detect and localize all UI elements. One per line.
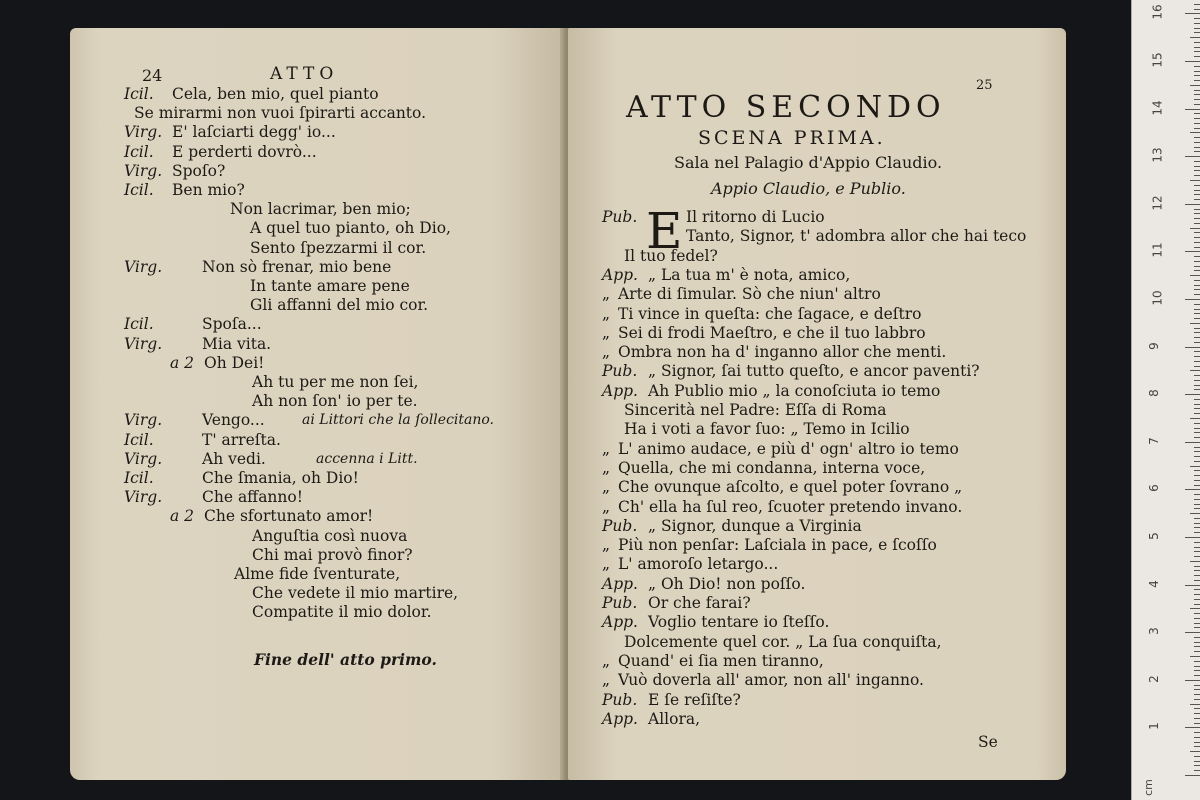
- dialogue-line: Or che farai?: [648, 594, 751, 612]
- ruler-tick: [1194, 761, 1200, 762]
- speaker-label: „: [602, 343, 611, 362]
- ruler-tick: [1194, 47, 1200, 48]
- ruler-tick: [1194, 618, 1200, 619]
- dialogue-line: Ah vedi.: [202, 449, 266, 468]
- speaker-label: Pub.: [602, 208, 638, 226]
- dialogue-line: Più non penſar: Laſciala in pace, e ſcoſſo: [618, 536, 937, 555]
- ruler-tick: [1185, 61, 1200, 62]
- ruler-tick: [1194, 723, 1200, 724]
- ruler-tick: [1194, 185, 1200, 186]
- ruler-tick: [1194, 175, 1200, 176]
- ruler-tick: [1194, 765, 1200, 766]
- ruler-tick: [1194, 356, 1200, 357]
- speaker-label: a 2: [170, 353, 195, 372]
- dialogue-line: Arte di ſimular. Sò che niun' altro: [618, 285, 881, 304]
- speaker-label: „: [602, 497, 611, 516]
- dialogue-line: Che ovunque aſcolto, e quel poter ſovrano „: [618, 478, 963, 497]
- ruler-tick: [1194, 337, 1200, 338]
- ruler-tick: [1185, 13, 1200, 14]
- ruler-tick: [1194, 289, 1200, 290]
- ruler-tick: [1194, 404, 1200, 405]
- ruler-tick: [1194, 56, 1200, 57]
- speaker-label: App.: [602, 613, 638, 632]
- speaker-label: „: [602, 671, 611, 690]
- dialogue-line: Spoſa...: [202, 315, 262, 334]
- dialogue-line: Ah Publio mio „ la conoſciuta io temo: [648, 381, 941, 400]
- ruler-tick: [1190, 656, 1200, 657]
- ruler-tick: [1194, 518, 1200, 519]
- ruler-tick: [1185, 680, 1200, 681]
- ruler-tick: [1194, 237, 1200, 238]
- stage-direction: ai Littori che la ſollecitano.: [302, 412, 495, 429]
- dialogue-line: Chi mai provò finor?: [252, 545, 413, 564]
- ruler-tick: [1185, 775, 1200, 776]
- dialogue-line: Quella, che mi condanna, interna voce,: [618, 458, 926, 477]
- dialogue-line: Dolcemente quel cor. „ La ſua conquiſta,: [624, 632, 942, 651]
- dialogue-line: Tanto, Signor, t' adombra allor che hai teco: [686, 227, 1027, 246]
- ruler-tick: [1194, 18, 1200, 19]
- dialogue-line: Ombra non ha d' inganno allor che menti.: [618, 343, 947, 362]
- ruler-tick: [1194, 266, 1200, 267]
- speaker-label: „: [602, 555, 611, 574]
- page-number: 24: [142, 66, 163, 85]
- ruler-tick: [1185, 347, 1200, 348]
- dialogue-line: E ſe reſiſte?: [648, 690, 741, 709]
- ruler-tick: [1194, 485, 1200, 486]
- speaker-label: Pub.: [602, 362, 638, 381]
- ruler-tick: [1190, 37, 1200, 38]
- ruler-tick: [1194, 566, 1200, 567]
- ruler-tick: [1190, 132, 1200, 133]
- dialogue-line: Sei di frodi Maeſtro, e che il tuo labbro: [618, 323, 926, 342]
- ruler-tick: [1194, 313, 1200, 314]
- ruler-tick: [1194, 342, 1200, 343]
- ruler-tick: [1194, 661, 1200, 662]
- speaker-label: „: [602, 458, 611, 477]
- ruler-tick: [1194, 242, 1200, 243]
- ruler-tick: [1194, 413, 1200, 414]
- ruler-tick: [1194, 94, 1200, 95]
- speaker-label: Pub.: [602, 594, 638, 612]
- ruler-tick: [1194, 599, 1200, 600]
- dialogue-line: E perderti dovrò...: [172, 142, 317, 161]
- dialogue-line: Sincerità nel Padre: Eſſa di Roma: [624, 401, 887, 419]
- ruler-tick: [1194, 713, 1200, 714]
- ruler-tick: [1194, 666, 1200, 667]
- speaker-label: Icil.: [124, 142, 154, 161]
- ruler-tick: [1194, 580, 1200, 581]
- speaker-label: Pub.: [602, 690, 638, 709]
- speaker-label: Icil.: [124, 181, 154, 199]
- ruler-tick: [1194, 589, 1200, 590]
- ruler-number: 5: [1146, 532, 1161, 540]
- ruler-number: 6: [1146, 484, 1161, 493]
- ruler-tick: [1194, 646, 1200, 647]
- ruler-tick: [1194, 570, 1200, 571]
- ruler-tick: [1194, 137, 1200, 138]
- ruler-tick: [1190, 608, 1200, 609]
- dialogue-line: Ben mio?: [172, 181, 245, 199]
- speaker-label: Virg.: [124, 449, 163, 468]
- ruler-tick: [1194, 118, 1200, 119]
- ruler-tick: [1194, 375, 1200, 376]
- speaker-label: „: [602, 304, 611, 323]
- dialogue-line: T' arreſta.: [202, 430, 281, 449]
- speaker-label: „: [602, 439, 611, 458]
- ruler-tick: [1194, 399, 1200, 400]
- ruler-tick: [1194, 642, 1200, 643]
- ruler-tick: [1194, 594, 1200, 595]
- speaker-label: App.: [602, 265, 638, 284]
- drop-cap: E: [646, 202, 683, 260]
- dialogue-line: L' amoroſo letargo...: [618, 555, 779, 574]
- ruler-tick: [1194, 90, 1200, 91]
- catchword: Se: [978, 733, 998, 751]
- ruler-tick: [1194, 575, 1200, 576]
- ruler-tick: [1194, 732, 1200, 733]
- ruler-tick: [1194, 527, 1200, 528]
- ruler-tick: [1185, 489, 1200, 490]
- ruler-tick: [1194, 147, 1200, 148]
- speaker-label: App.: [602, 381, 638, 400]
- ruler-number: 14: [1150, 99, 1165, 116]
- ruler-tick: [1190, 370, 1200, 371]
- ruler-tick: [1194, 28, 1200, 29]
- ruler-tick: [1194, 494, 1200, 495]
- ruler-number: 8: [1146, 389, 1161, 398]
- ruler-tick: [1185, 585, 1200, 586]
- ruler-tick: [1194, 332, 1200, 333]
- ruler-tick: [1194, 142, 1200, 143]
- dialogue-line: Voglio tentare io ſteſſo.: [648, 613, 830, 632]
- ruler-tick: [1194, 613, 1200, 614]
- act-title: ATTO SECONDO: [626, 90, 946, 125]
- speaker-label: „: [602, 285, 611, 304]
- ruler-tick: [1194, 627, 1200, 628]
- speaker-label: App.: [602, 574, 638, 593]
- ruler-number: 4: [1146, 579, 1161, 588]
- ruler-tick: [1185, 727, 1200, 728]
- ruler-tick: [1185, 442, 1200, 443]
- ruler-tick: [1194, 737, 1200, 738]
- dialogue-line: L' animo audace, e più d' ogn' altro io temo: [618, 439, 959, 458]
- ruler-number: 13: [1150, 147, 1165, 163]
- ruler-tick: [1194, 547, 1200, 548]
- ruler-tick: [1190, 466, 1200, 467]
- ruler-number: 11: [1150, 242, 1165, 259]
- speaker-label: „: [602, 478, 611, 497]
- speaker-label: Icil.: [124, 430, 154, 449]
- ruler-tick: [1194, 309, 1200, 310]
- ruler-tick: [1190, 513, 1200, 514]
- dialogue-line: Quand' ei ſia men tiranno,: [618, 651, 824, 670]
- ruler-tick: [1194, 508, 1200, 509]
- dialogue-line: Non lacrimar, ben mio;: [230, 200, 411, 219]
- ruler-tick: [1194, 685, 1200, 686]
- speaker-label: „: [602, 651, 611, 670]
- ruler-tick: [1194, 256, 1200, 257]
- ruler-tick: [1194, 475, 1200, 476]
- ruler-number: 1: [1146, 722, 1161, 731]
- ruler-tick: [1194, 209, 1200, 210]
- ruler-tick: [1185, 299, 1200, 300]
- ruler-unit: cm: [1141, 779, 1155, 796]
- ruler-tick: [1194, 437, 1200, 438]
- ruler-number: 9: [1146, 341, 1161, 350]
- ruler-tick: [1194, 532, 1200, 533]
- ruler-tick: [1194, 689, 1200, 690]
- ruler-tick: [1190, 561, 1200, 562]
- ruler-tick: [1194, 51, 1200, 52]
- dialogue-line: Il ritorno di Lucio: [686, 208, 825, 226]
- ruler-tick: [1194, 261, 1200, 262]
- scene-heading: SCENA PRIMA.: [698, 127, 886, 149]
- dialogue-line: Ti vince in queſta: che ſagace, e deſtro: [618, 304, 922, 323]
- ruler-tick: [1194, 380, 1200, 381]
- ruler-tick: [1194, 746, 1200, 747]
- speaker-label: App.: [602, 709, 638, 728]
- dialogue-line: Che ſmania, oh Dio!: [202, 469, 359, 487]
- ruler-tick: [1194, 423, 1200, 424]
- ruler-tick: [1194, 542, 1200, 543]
- ruler-tick: [1185, 204, 1200, 205]
- speaker-label: Icil.: [124, 85, 154, 103]
- speaker-label: Pub.: [602, 516, 638, 535]
- ruler-tick: [1194, 742, 1200, 743]
- dialogue-line: Oh Dei!: [204, 353, 265, 372]
- speaker-label: „: [602, 536, 611, 555]
- running-head: ATTO: [270, 64, 339, 84]
- ruler-tick: [1194, 361, 1200, 362]
- dialogue-line: Mia vita.: [202, 334, 272, 353]
- speaker-label: Virg.: [124, 488, 163, 507]
- ruler-tick: [1194, 451, 1200, 452]
- ruler-tick: [1194, 499, 1200, 500]
- speaker-label: Virg.: [124, 334, 163, 353]
- speaker-label: Virg.: [124, 161, 163, 180]
- dialogue-line: Vengo...: [202, 411, 265, 430]
- characters-line: Appio Claudio, e Publio.: [711, 179, 906, 198]
- ruler-tick: [1194, 128, 1200, 129]
- dialogue-line: Cela, ben mio, quel pianto: [172, 85, 379, 103]
- ruler-tick: [1194, 637, 1200, 638]
- ruler-tick: [1194, 304, 1200, 305]
- measurement-ruler: [1131, 0, 1200, 800]
- ruler-number: 16: [1150, 4, 1165, 21]
- left-page: [70, 28, 565, 780]
- ruler-tick: [1185, 156, 1200, 157]
- dialogue-line: In tante amare pene: [250, 277, 410, 295]
- ruler-tick: [1190, 704, 1200, 705]
- speaker-label: Icil.: [124, 469, 154, 487]
- speaker-label: Icil.: [124, 315, 154, 334]
- dialogue-line: Ch' ella ha ſul reo, ſcuoter pretendo invano.: [618, 497, 963, 516]
- ruler-tick: [1194, 247, 1200, 248]
- ruler-tick: [1194, 9, 1200, 10]
- ruler-tick: [1194, 151, 1200, 152]
- ruler-tick: [1185, 632, 1200, 633]
- ruler-tick: [1194, 770, 1200, 771]
- ruler-number: 10: [1150, 290, 1165, 306]
- ruler-tick: [1194, 318, 1200, 319]
- ruler-tick: [1194, 32, 1200, 33]
- ruler-tick: [1194, 42, 1200, 43]
- ruler-tick: [1194, 523, 1200, 524]
- dialogue-line: Sento ſpezzarmi il cor.: [250, 238, 427, 257]
- ruler-tick: [1194, 756, 1200, 757]
- ruler-tick: [1194, 113, 1200, 114]
- dialogue-line: Che affanno!: [202, 488, 303, 507]
- dialogue-line: Compatite il mio dolor.: [252, 603, 432, 622]
- ruler-tick: [1190, 228, 1200, 229]
- scene-setting: Sala nel Palagio d'Appio Claudio.: [674, 153, 943, 172]
- ruler-tick: [1194, 351, 1200, 352]
- ruler-tick: [1194, 123, 1200, 124]
- dialogue-line: Gli affanni del mio cor.: [250, 296, 429, 315]
- dialogue-line: Anguſtia così nuova: [252, 526, 408, 545]
- ruler-tick: [1194, 432, 1200, 433]
- ruler-tick: [1194, 389, 1200, 390]
- ruler-tick: [1190, 180, 1200, 181]
- speaker-label: „: [602, 323, 611, 342]
- ruler-tick: [1194, 408, 1200, 409]
- dialogue-line: Ah non ſon' io per te.: [252, 392, 418, 411]
- ruler-tick: [1194, 470, 1200, 471]
- ruler-number: 12: [1150, 195, 1165, 211]
- dialogue-line: Il tuo fedel?: [624, 246, 718, 265]
- dialogue-line: „ La tua m' è nota, amico,: [648, 265, 851, 284]
- ruler-tick: [1194, 66, 1200, 67]
- ruler-tick: [1194, 75, 1200, 76]
- ruler-tick: [1194, 270, 1200, 271]
- ruler-tick: [1194, 461, 1200, 462]
- ruler-tick: [1194, 170, 1200, 171]
- speaker-label: Virg.: [124, 411, 163, 430]
- dialogue-line: Alme fide ſventurate,: [234, 565, 401, 583]
- ruler-tick: [1194, 190, 1200, 191]
- page-number: 25: [976, 78, 993, 93]
- ruler-tick: [1194, 428, 1200, 429]
- ruler-tick: [1194, 161, 1200, 162]
- ruler-tick: [1194, 366, 1200, 367]
- ruler-tick: [1194, 480, 1200, 481]
- ruler-tick: [1194, 71, 1200, 72]
- ruler-tick: [1194, 447, 1200, 448]
- ruler-tick: [1190, 85, 1200, 86]
- ruler-tick: [1194, 285, 1200, 286]
- ruler-tick: [1194, 556, 1200, 557]
- ruler-tick: [1194, 718, 1200, 719]
- ruler-number: 7: [1146, 436, 1161, 445]
- dialogue-line: „ Signor, dunque a Virginia: [648, 516, 862, 535]
- ruler-tick: [1194, 675, 1200, 676]
- ruler-tick: [1194, 708, 1200, 709]
- dialogue-line: Che vedete il mio martire,: [252, 584, 459, 603]
- ruler-tick: [1194, 232, 1200, 233]
- stage-direction: accenna i Litt.: [316, 450, 418, 467]
- dialogue-line: Che sfortunato amor!: [204, 507, 374, 526]
- ruler-tick: [1194, 670, 1200, 671]
- ruler-tick: [1194, 551, 1200, 552]
- ruler-tick: [1194, 99, 1200, 100]
- dialogue-line: A quel tuo pianto, oh Dio,: [250, 219, 451, 238]
- ruler-tick: [1194, 280, 1200, 281]
- ruler-number: 15: [1150, 52, 1165, 68]
- ruler-tick: [1185, 109, 1200, 110]
- dialogue-line: Spoſo?: [172, 161, 226, 180]
- ruler-tick: [1194, 328, 1200, 329]
- ruler-tick: [1185, 537, 1200, 538]
- ruler-tick: [1194, 4, 1200, 5]
- ruler-tick: [1194, 213, 1200, 214]
- ruler-tick: [1194, 218, 1200, 219]
- dialogue-line: Ah tu per me non ſei,: [252, 373, 419, 391]
- ruler-tick: [1194, 456, 1200, 457]
- dialogue-line: „ Signor, ſai tutto queſto, e ancor paventi?: [648, 362, 980, 381]
- ruler-tick: [1190, 275, 1200, 276]
- ruler-tick: [1194, 23, 1200, 24]
- act-closing: Fine dell' atto primo.: [254, 650, 437, 669]
- ruler-tick: [1194, 294, 1200, 295]
- ruler-tick: [1185, 251, 1200, 252]
- dialogue-line: „ Oh Dio! non poſſo.: [648, 574, 806, 593]
- ruler-tick: [1194, 194, 1200, 195]
- ruler-tick: [1194, 651, 1200, 652]
- speaker-label: Virg.: [124, 257, 163, 276]
- ruler-tick: [1194, 699, 1200, 700]
- ruler-tick: [1194, 223, 1200, 224]
- ruler-tick: [1194, 504, 1200, 505]
- ruler-tick: [1190, 751, 1200, 752]
- ruler-tick: [1194, 385, 1200, 386]
- ruler-number: 3: [1146, 627, 1161, 636]
- ruler-tick: [1185, 394, 1200, 395]
- ruler-tick: [1194, 104, 1200, 105]
- dialogue-line: E' laſciarti degg' io...: [172, 123, 336, 142]
- speaker-label: a 2: [170, 507, 195, 526]
- ruler-tick: [1190, 323, 1200, 324]
- dialogue-line: Vuò doverla all' amor, non all' inganno.: [618, 671, 924, 690]
- ruler-tick: [1194, 623, 1200, 624]
- dialogue-line: Se mirarmi non vuoi ſpirarti accanto.: [134, 104, 427, 123]
- right-page: [568, 28, 1066, 780]
- speaker-label: Virg.: [124, 123, 163, 142]
- ruler-number: 2: [1146, 674, 1161, 683]
- ruler-tick: [1194, 694, 1200, 695]
- ruler-tick: [1194, 80, 1200, 81]
- dialogue-line: Ha i voti a favor ſuo: „ Temo in Icilio: [624, 420, 910, 439]
- ruler-tick: [1194, 199, 1200, 200]
- dialogue-line: Non sò frenar, mio bene: [202, 257, 392, 276]
- ruler-tick: [1190, 418, 1200, 419]
- ruler-tick: [1194, 166, 1200, 167]
- dialogue-line: Allora,: [648, 709, 701, 728]
- ruler-tick: [1194, 604, 1200, 605]
